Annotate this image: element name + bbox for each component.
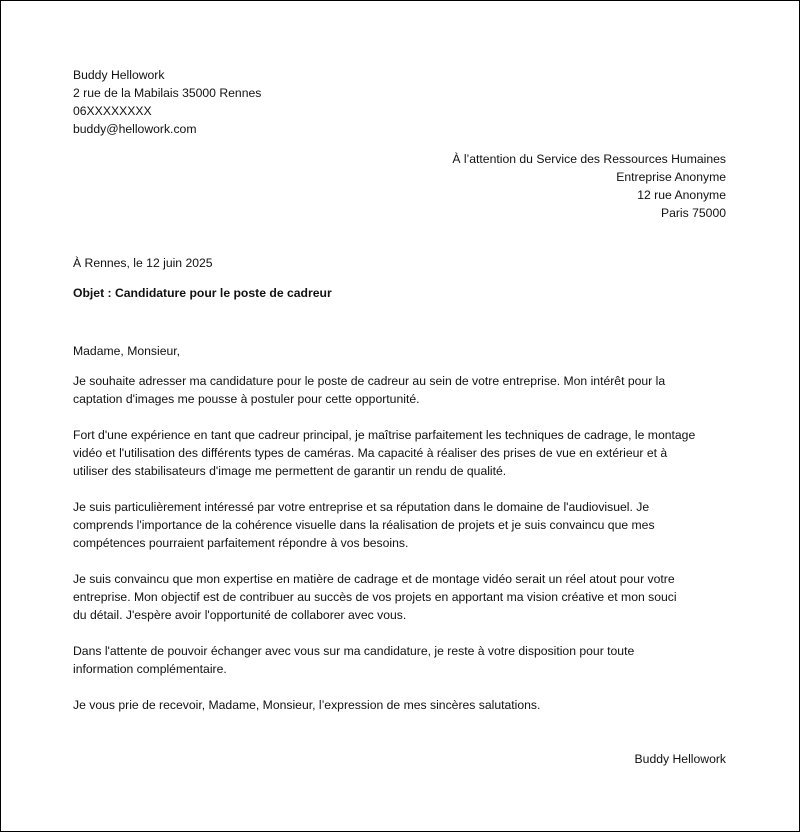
recipient-city: Paris 75000 (660, 206, 726, 220)
paragraph-line: Je suis convaincu que mon expertise en matière de cadrage et de montage vidéo serait un réel atout pour votre (73, 572, 675, 586)
paragraph-line: Fort d'une expérience en tant que cadreur principal, je maîtrise parfaitement les techniques de cadrage, le montage (73, 428, 696, 442)
body-paragraph-4 (73, 570, 733, 624)
sender-email: buddy@hellowork.com (73, 122, 197, 136)
paragraph-line: Je suis particulièrement intéressé par votre entreprise et sa réputation dans le domaine de l'audiovisuel. Je (73, 500, 650, 514)
body-paragraph-3 (73, 498, 733, 552)
paragraph-line: du détail. J'espère avoir l'opportunité de collaborer avec vous. (73, 608, 407, 622)
sender-name: Buddy Hellowork (73, 68, 165, 82)
recipient-attention: À l’attention du Service des Ressources Humaines (452, 152, 726, 166)
body-paragraph-5 (73, 642, 733, 678)
paragraph-line: Je vous prie de recevoir, Madame, Monsieur, l’expression de mes sincères salutations. (73, 698, 541, 712)
paragraph-line: captation d'images me pousse à postuler pour cette opportunité. (73, 392, 420, 406)
closing-paragraph (73, 696, 733, 714)
paragraph-line: vidéo et l'utilisation des différents types de caméras. Ma capacité à réaliser des prises de vue en extérieur et à (73, 446, 668, 460)
body-paragraph-2 (73, 426, 733, 480)
letter-date: À Rennes, le 12 juin 2025 (73, 256, 213, 270)
paragraph-line: entreprise. Mon objectif est de contribuer au succès de vos projets en apportant ma vision créative et mon souci (73, 590, 677, 604)
paragraph-line: Je souhaite adresser ma candidature pour le poste de cadreur au sein de votre entreprise. Mon intérêt pour la (73, 374, 666, 388)
letter-subject: Objet : Candidature pour le poste de cadreur (73, 286, 332, 300)
sender-block (73, 66, 473, 138)
paragraph-line: utiliser des stabilisateurs d'image me permettent de garantir un rendu de qualité. (73, 464, 507, 478)
body-paragraph-1 (73, 372, 733, 408)
paragraph-line: information complémentaire. (73, 662, 227, 676)
recipient-block (266, 150, 726, 222)
paragraph-line: comprends l'importance de la cohérence visuelle dans la réalisation de projets et je suis convaincu que mes (73, 518, 655, 532)
recipient-company: Entreprise Anonyme (616, 170, 726, 184)
paragraph-line: Dans l'attente de pouvoir échanger avec vous sur ma candidature, je reste à votre disposition pour toute (73, 644, 635, 658)
sender-phone: 06XXXXXXXX (73, 104, 152, 118)
sender-address: 2 rue de la Mabilais 35000 Rennes (73, 86, 262, 100)
letter-salutation: Madame, Monsieur, (73, 344, 181, 358)
recipient-street: 12 rue Anonyme (637, 188, 726, 202)
paragraph-line: compétences pourraient parfaitement répondre à vos besoins. (73, 536, 409, 550)
letter-signature: Buddy Hellowork (634, 752, 726, 766)
